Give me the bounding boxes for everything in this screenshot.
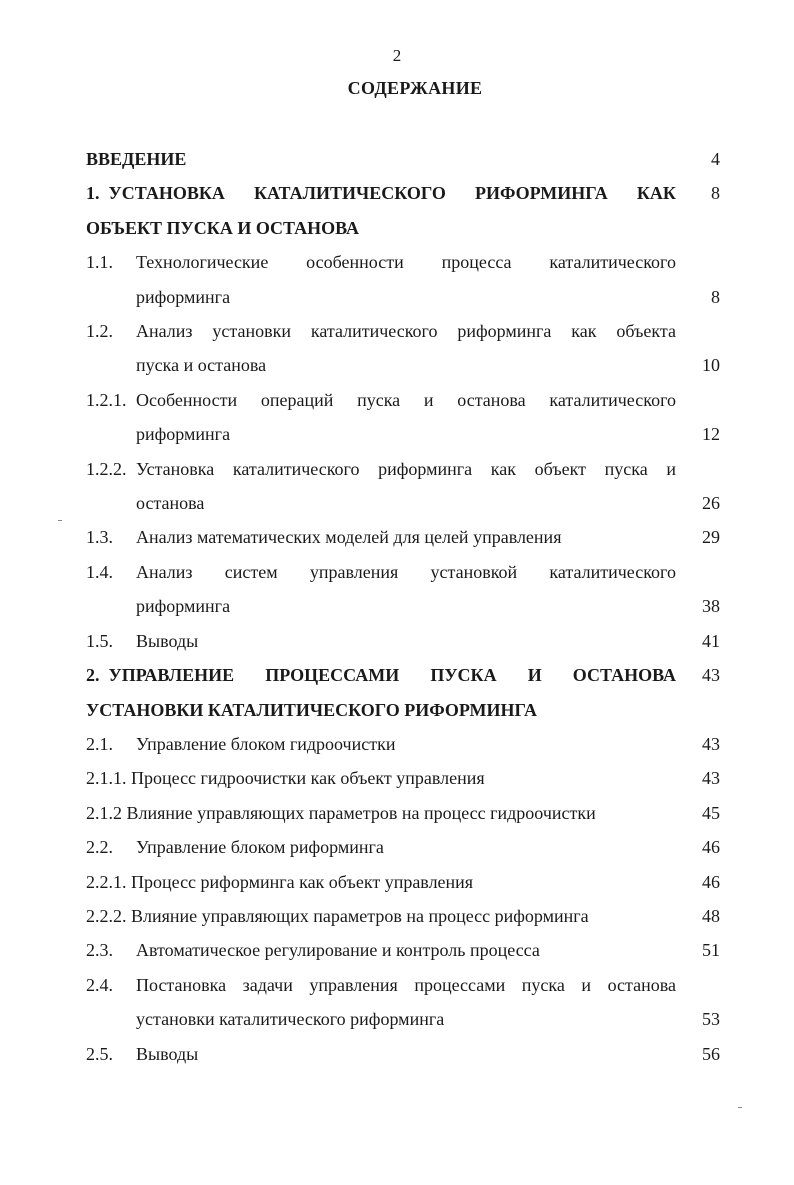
toc-entry-page: 48 xyxy=(702,905,720,926)
toc-entry-title-continued: установки каталитического риформинга xyxy=(136,1009,445,1030)
toc-entry-body xyxy=(86,383,676,452)
toc-entry-title: Анализ математических моделей для целей управления xyxy=(136,527,562,548)
toc-entry-page: 41 xyxy=(702,630,720,651)
toc-entry-2-2-1[interactable] xyxy=(86,865,720,899)
toc-entry-title: Влияние управляющих параметров на процесс риформинга xyxy=(131,905,589,926)
toc-entry-title: Особенности операций пуска и останова каталитического xyxy=(136,389,676,410)
toc-entry-title-block xyxy=(136,968,676,1037)
toc-entry-title-block xyxy=(136,314,676,383)
toc-entry-2-1-1[interactable] xyxy=(86,761,720,795)
toc-entry-page: 12 xyxy=(702,424,720,445)
toc-entry-2-1[interactable] xyxy=(86,727,720,761)
toc-entry-number: 1.1. xyxy=(86,252,113,273)
toc-entry-title: Установка каталитического риформинга как объект пуска и xyxy=(136,458,676,479)
toc-entry-number: 2.1.1. xyxy=(86,768,127,789)
toc-entry-text xyxy=(86,968,676,1037)
toc-entry-title-continued: останова xyxy=(136,493,205,514)
toc-entry-title-continued: риформинга xyxy=(136,596,231,617)
toc-entry-1-5[interactable] xyxy=(86,624,720,658)
toc-entry-text xyxy=(86,520,676,554)
table-of-contents xyxy=(86,142,720,1071)
toc-entry-title: УПРАВЛЕНИЕ ПРОЦЕССАМИ ПУСКА И ОСТАНОВА xyxy=(108,665,676,686)
toc-entry-1-2-2[interactable] xyxy=(86,452,720,521)
toc-entry-body xyxy=(86,555,676,624)
toc-entry-title: Постановка задачи управления процессами пуска и останова xyxy=(136,974,676,995)
toc-entry-page: 26 xyxy=(702,493,720,514)
scan-speck xyxy=(58,520,62,521)
toc-entry-body xyxy=(86,520,676,554)
toc-entry-title-block xyxy=(136,383,676,452)
toc-entry-title: Автоматическое регулирование и контроль процесса xyxy=(136,940,540,961)
toc-entry-number: 2.2. xyxy=(86,837,113,858)
toc-entry-title: Выводы xyxy=(136,1043,199,1064)
toc-entry-page: 43 xyxy=(702,768,720,789)
toc-entry-title: Влияние управляющих параметров на процесс гидроочистки xyxy=(126,802,596,823)
toc-entry-text xyxy=(86,624,676,658)
toc-entry-number: 2.2.1. xyxy=(86,871,127,892)
toc-entry-1-3[interactable] xyxy=(86,520,720,554)
toc-entry-1-2-1[interactable] xyxy=(86,383,720,452)
toc-entry-number: 2.3. xyxy=(86,940,113,961)
toc-entry-title: Процесс гидроочистки как объект управления xyxy=(131,768,485,789)
toc-entry-chapter-2[interactable] xyxy=(86,658,720,727)
toc-entry-page: 10 xyxy=(702,355,720,376)
toc-entry-introduction[interactable] xyxy=(86,142,720,176)
toc-entry-line xyxy=(86,658,676,692)
toc-entry-page: 43 xyxy=(702,665,720,686)
toc-entry-body xyxy=(86,245,676,314)
toc-entry-text xyxy=(86,761,676,795)
toc-entry-title-block xyxy=(136,245,676,314)
toc-entry-2-2-2[interactable] xyxy=(86,899,720,933)
toc-entry-page: 45 xyxy=(702,802,720,823)
toc-entry-page: 46 xyxy=(702,837,720,858)
toc-entry-title-continued: риформинга xyxy=(136,286,231,307)
toc-entry-number: 1.2.2. xyxy=(86,458,127,479)
toc-entry-text xyxy=(86,899,676,933)
toc-entry-page: 8 xyxy=(711,286,720,307)
toc-entry-title: Управление блоком риформинга xyxy=(136,837,384,858)
toc-entry-title: Технологические особенности процесса каталитического xyxy=(136,252,676,273)
toc-entry-title-continued: пуска и останова xyxy=(136,355,267,376)
toc-entry-body xyxy=(86,933,676,967)
toc-entry-text xyxy=(86,727,676,761)
toc-entry-text xyxy=(86,142,676,176)
toc-entry-text xyxy=(86,176,676,245)
page-number: 2 xyxy=(392,46,402,65)
toc-entry-title: ВВЕДЕНИЕ xyxy=(86,149,187,169)
toc-entry-text xyxy=(86,1037,676,1071)
toc-entry-number: 1.2.1. xyxy=(86,389,127,410)
toc-entry-2-2[interactable] xyxy=(86,830,720,864)
toc-entry-page: 46 xyxy=(702,871,720,892)
toc-entry-body xyxy=(86,968,676,1037)
toc-entry-page: 29 xyxy=(702,527,720,548)
toc-entry-body xyxy=(86,1037,676,1071)
toc-entry-text xyxy=(86,245,676,314)
toc-entry-text xyxy=(86,383,676,452)
toc-entry-page: 38 xyxy=(702,596,720,617)
toc-entry-text xyxy=(86,796,676,830)
toc-entry-title: Анализ систем управления установкой каталитического xyxy=(136,561,676,582)
toc-entry-title-continued: ОБЪЕКТ ПУСКА И ОСТАНОВА xyxy=(86,217,360,238)
toc-entry-number: 2.2.2. xyxy=(86,905,127,926)
toc-entry-number: 1.5. xyxy=(86,630,113,651)
toc-entry-title: Анализ установки каталитического риформинга как объекта xyxy=(136,321,676,342)
toc-entry-text xyxy=(86,865,676,899)
toc-entry-text xyxy=(86,555,676,624)
page-title: СОДЕРЖАНИЕ xyxy=(347,78,483,98)
toc-entry-page: 56 xyxy=(702,1043,720,1064)
toc-entry-body xyxy=(86,624,676,658)
toc-entry-number: 1.3. xyxy=(86,527,113,548)
toc-entry-title-continued: УСТАНОВКИ КАТАЛИТИЧЕСКОГО РИФОРМИНГА xyxy=(86,699,538,720)
toc-entry-page: 53 xyxy=(702,1009,720,1030)
toc-entry-text xyxy=(86,314,676,383)
toc-entry-page: 51 xyxy=(702,940,720,961)
toc-entry-number: 1. xyxy=(86,183,100,204)
toc-entry-page: 4 xyxy=(711,149,720,169)
toc-entry-number: 2.1. xyxy=(86,733,113,754)
toc-entry-number: 1.2. xyxy=(86,321,113,342)
toc-entry-title-block xyxy=(136,555,676,624)
toc-entry-number: 2.1.2 xyxy=(86,802,122,823)
toc-entry-text xyxy=(86,933,676,967)
toc-entry-title: Выводы xyxy=(136,630,199,651)
toc-entry-number: 1.4. xyxy=(86,561,113,582)
toc-entry-chapter-1[interactable] xyxy=(86,176,720,245)
toc-entry-number: 2.5. xyxy=(86,1043,113,1064)
toc-entry-number: 2.4. xyxy=(86,974,113,995)
toc-entry-text xyxy=(86,830,676,864)
toc-entry-2-4[interactable] xyxy=(86,968,720,1037)
toc-entry-page: 8 xyxy=(711,183,720,204)
toc-entry-1-4[interactable] xyxy=(86,555,720,624)
toc-entry-2-5[interactable] xyxy=(86,1037,720,1071)
toc-entry-body xyxy=(86,314,676,383)
toc-entry-line xyxy=(86,176,676,210)
toc-entry-1-2[interactable] xyxy=(86,314,720,383)
toc-entry-number: 2. xyxy=(86,665,100,686)
toc-entry-2-3[interactable] xyxy=(86,933,720,967)
toc-entry-title: УСТАНОВКА КАТАЛИТИЧЕСКОГО РИФОРМИНГА КАК xyxy=(108,183,676,204)
toc-entry-title: Процесс риформинга как объект управления xyxy=(131,871,474,892)
toc-entry-2-1-2[interactable] xyxy=(86,796,720,830)
toc-entry-text xyxy=(86,452,676,521)
toc-entry-body xyxy=(86,727,676,761)
toc-entry-1-1[interactable] xyxy=(86,245,720,314)
toc-entry-body xyxy=(86,830,676,864)
toc-entry-page: 43 xyxy=(702,733,720,754)
toc-entry-title: Управление блоком гидроочистки xyxy=(136,733,396,754)
scan-speck xyxy=(738,1107,742,1108)
toc-entry-title-continued: риформинга xyxy=(136,424,231,445)
toc-entry-title-block xyxy=(136,452,676,521)
toc-entry-body xyxy=(86,452,676,521)
toc-entry-text xyxy=(86,658,676,727)
